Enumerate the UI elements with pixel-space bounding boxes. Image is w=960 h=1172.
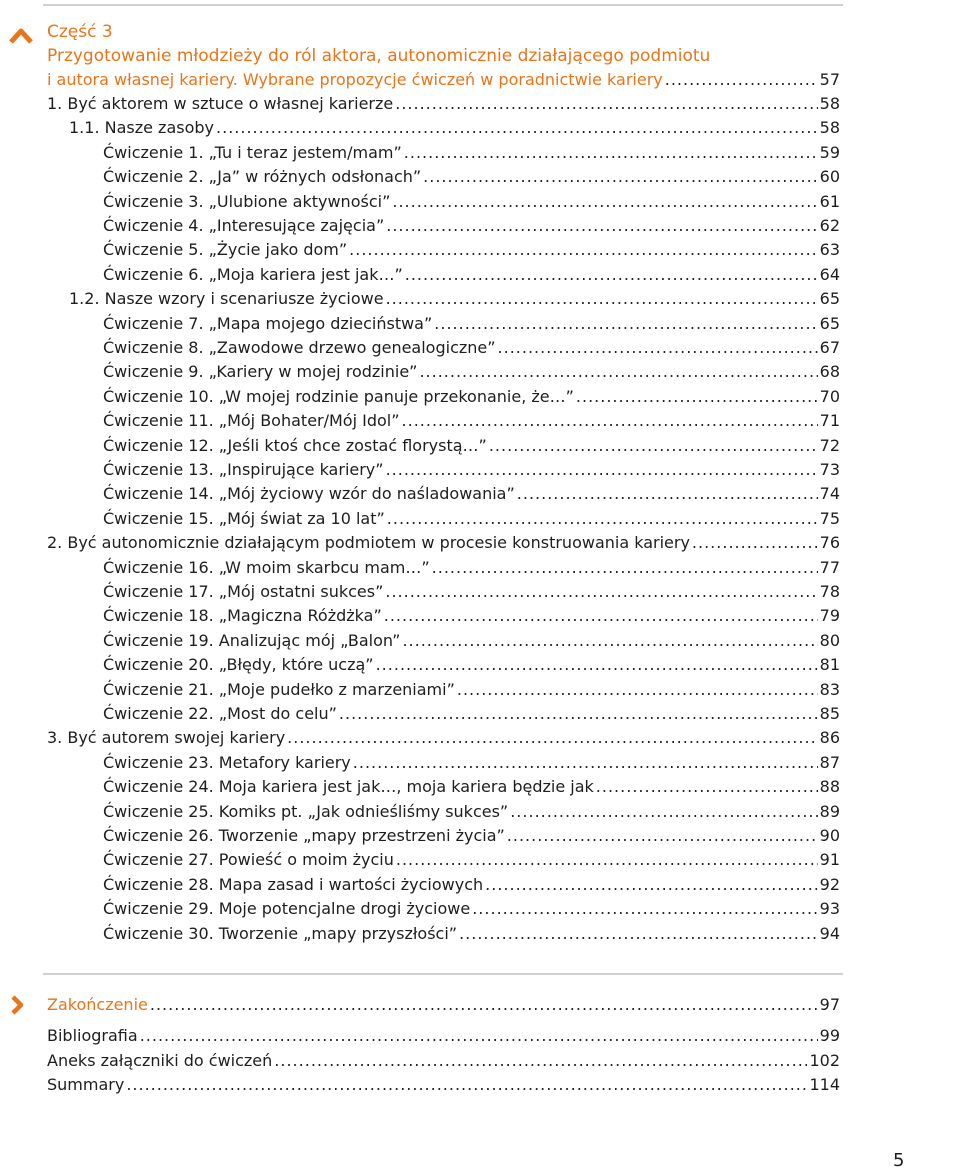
dot-leader [353, 751, 818, 775]
toc-entry[interactable] [47, 1073, 840, 1097]
dot-leader [349, 238, 818, 262]
entry-page: 57 [819, 70, 840, 89]
entry-page: 71 [819, 411, 840, 431]
entry-page: 94 [819, 923, 840, 943]
dot-leader [692, 531, 818, 555]
toc-entry[interactable] [103, 312, 840, 336]
chevron-right-icon [10, 994, 24, 1016]
dot-leader [287, 726, 817, 750]
entry-page: 74 [819, 484, 840, 504]
toc-entry[interactable] [103, 824, 840, 848]
dot-leader [404, 141, 818, 165]
dot-leader [576, 385, 818, 409]
entry-title: Ćwiczenie 26. Tworzenie „mapy przestrzeni życia” [103, 826, 505, 845]
entry-page: 67 [819, 338, 840, 357]
entry-page: 81 [819, 655, 840, 675]
entry-page: 75 [819, 508, 840, 528]
entry-title: Ćwiczenie 12. „Jeśli ktoś chce zostać florystą…” [103, 435, 487, 455]
entry-title: i autora własnej kariery. Wybrane propozycje ćwiczeń w poradnictwie kariery [47, 70, 663, 89]
toc-entry[interactable] [103, 214, 840, 238]
entry-title: Ćwiczenie 20. „Błędy, które uczą” [103, 655, 374, 675]
toc-entry[interactable] [47, 1024, 840, 1048]
dot-leader [665, 68, 818, 92]
toc-entry[interactable] [103, 556, 840, 580]
toc-entry[interactable] [103, 922, 840, 946]
entry-page: 80 [819, 630, 840, 650]
entry-page: 64 [819, 264, 840, 284]
entry-title: Ćwiczenie 30. Tworzenie „mapy przyszłości” [103, 923, 458, 943]
toc-entry[interactable] [103, 751, 840, 775]
dot-leader [432, 556, 818, 580]
dot-leader [457, 678, 818, 702]
toc-entry[interactable] [47, 1049, 840, 1073]
toc-entry[interactable] [103, 897, 840, 921]
dot-leader [419, 360, 817, 384]
entry-page: 89 [819, 801, 840, 821]
entry-title: 3. Być autorem swojej kariery [47, 728, 286, 748]
dot-leader [489, 434, 818, 458]
entry-title: Ćwiczenie 25. Komiks pt. „Jak odnieśliśmy sukces” [103, 801, 509, 821]
toc-entry[interactable] [103, 702, 840, 726]
dot-leader [402, 409, 818, 433]
toc-entry[interactable] [103, 482, 840, 506]
toc-entry[interactable] [47, 531, 840, 555]
entry-page: 76 [819, 533, 840, 553]
toc-entry[interactable] [103, 190, 840, 214]
entry-page: 91 [819, 850, 840, 870]
entry-page: 99 [819, 1026, 840, 1045]
entry-page: 92 [819, 874, 840, 894]
entry-title: Ćwiczenie 18. „Magiczna Różdżka” [103, 606, 382, 626]
toc-entry-closing[interactable] [47, 993, 840, 1017]
toc-entry[interactable] [103, 165, 840, 189]
toc-entry[interactable] [103, 653, 840, 677]
entry-title: Ćwiczenie 6. „Moja kariera jest jak…” [103, 264, 403, 284]
dot-leader [274, 1049, 807, 1073]
entry-title: Ćwiczenie 4. „Interesujące zajęcia” [103, 216, 385, 235]
entry-title: Ćwiczenie 9. „Kariery w mojej rodzinie” [103, 362, 418, 382]
entry-page: 102 [809, 1050, 840, 1070]
toc-entry[interactable] [103, 580, 840, 604]
entry-page: 59 [819, 142, 840, 162]
dot-leader [395, 92, 817, 116]
entry-title: Ćwiczenie 3. „Ulubione aktywności” [103, 191, 391, 211]
toc-entry[interactable] [103, 604, 840, 628]
entry-title: Ćwiczenie 29. Moje potencjalne drogi życiowe [103, 899, 471, 919]
entry-page: 65 [819, 289, 840, 309]
toc-entry[interactable] [103, 360, 840, 384]
entry-page: 78 [819, 582, 840, 601]
entry-page: 70 [819, 386, 840, 406]
toc-entry[interactable] [103, 238, 840, 262]
toc-entry[interactable] [103, 434, 840, 458]
entry-title: Ćwiczenie 10. „W mojej rodzinie panuje przekonanie, że…” [103, 386, 574, 406]
entry-title: 1.1. Nasze zasoby [69, 118, 215, 138]
toc-entry[interactable] [103, 336, 840, 360]
dot-leader [387, 507, 818, 531]
part-entry[interactable] [47, 68, 840, 92]
entry-page: 58 [819, 94, 840, 113]
dot-leader [216, 116, 818, 140]
entry-title: Ćwiczenie 19. Analizując mój „Balon” [103, 630, 401, 650]
dot-leader [423, 165, 817, 189]
entry-page: 61 [819, 191, 840, 211]
toc-entry[interactable] [47, 726, 840, 750]
toc-entry[interactable] [103, 800, 840, 824]
part-heading [47, 20, 710, 68]
toc-entry[interactable] [103, 385, 840, 409]
entry-page: 79 [819, 606, 840, 626]
entry-title: Summary [47, 1075, 125, 1094]
toc-entry[interactable] [69, 287, 840, 311]
entry-page: 77 [819, 557, 840, 577]
chevron-up-icon [8, 28, 34, 44]
entry-title: Ćwiczenie 28. Mapa zasad i wartości życiowych [103, 874, 484, 894]
dot-leader [498, 336, 818, 360]
toc-entry[interactable] [103, 873, 840, 897]
entry-title: 1.2. Nasze wzory i scenariusze życiowe [69, 289, 384, 309]
entry-title: 1. Być aktorem w sztuce o własnej karierze [47, 94, 394, 113]
entry-page: 68 [819, 362, 840, 382]
dot-leader [386, 214, 817, 238]
entry-page: 87 [819, 752, 840, 772]
toc-entry[interactable] [103, 629, 840, 653]
entry-title: Ćwiczenie 13. „Inspirujące kariery” [103, 460, 384, 479]
entry-title: Ćwiczenie 8. „Zawodowe drzewo genealogiczne” [103, 338, 496, 357]
toc-entry[interactable] [69, 116, 840, 140]
entry-page: 86 [819, 728, 840, 748]
entry-page: 93 [819, 899, 840, 919]
entry-title: Ćwiczenie 5. „Życie jako dom” [103, 240, 348, 260]
dot-leader [140, 1024, 818, 1048]
toc-entry[interactable] [103, 263, 840, 287]
entry-title: 2. Być autonomicznie działającym podmiotem w procesie konstruowania kariery [47, 533, 690, 553]
dot-leader [517, 482, 818, 506]
entry-title: Ćwiczenie 27. Powieść o moim życiu [103, 850, 394, 870]
entry-title: Ćwiczenie 11. „Mój Bohater/Mój Idol” [103, 411, 400, 431]
entry-page: 97 [819, 995, 840, 1014]
entry-title: Ćwiczenie 21. „Moje pudełko z marzeniami” [103, 679, 455, 699]
dot-leader [485, 873, 817, 897]
dot-leader [434, 312, 817, 336]
toc-entry[interactable] [103, 507, 840, 531]
entry-title: Ćwiczenie 2. „Ja” w różnych odsłonach” [103, 167, 422, 187]
entry-page: 58 [819, 118, 840, 138]
entry-page: 63 [819, 240, 840, 260]
entry-title: Ćwiczenie 23. Metafory kariery [103, 752, 351, 772]
entry-page: 90 [819, 826, 840, 845]
dot-leader [472, 897, 817, 921]
entry-title: Bibliografia [47, 1026, 138, 1045]
toc-entry[interactable] [103, 141, 840, 165]
entry-title: Zakończenie [47, 995, 148, 1014]
entry-page: 88 [819, 777, 840, 797]
dot-leader [402, 629, 817, 653]
entry-title: Ćwiczenie 22. „Most do celu” [103, 704, 337, 723]
dot-leader [385, 580, 817, 604]
entry-title: Ćwiczenie 14. „Mój życiowy wzór do naśladowania” [103, 484, 515, 504]
dot-leader [510, 800, 817, 824]
dot-leader [459, 922, 818, 946]
dot-leader [386, 287, 818, 311]
entry-page: 83 [819, 679, 840, 699]
dot-leader [376, 653, 818, 677]
entry-page: 62 [819, 216, 840, 235]
entry-page: 72 [819, 435, 840, 455]
toc-entry[interactable] [103, 458, 840, 482]
section-rule [43, 973, 843, 975]
dot-leader [392, 190, 817, 214]
dot-leader [405, 263, 818, 287]
entry-title: Ćwiczenie 15. „Mój świat za 10 lat” [103, 508, 385, 528]
entry-page: 65 [819, 313, 840, 333]
entry-title: Ćwiczenie 24. Moja kariera jest jak…, moja kariera będzie jak [103, 777, 594, 797]
dot-leader [596, 775, 818, 799]
part-subtitle-line1: Przygotowanie młodzieży do ról aktora, autonomicznie działającego podmiotu [47, 46, 711, 66]
toc-entry[interactable] [103, 409, 840, 433]
entry-page: 60 [819, 167, 840, 187]
dot-leader [507, 824, 818, 848]
entry-title: Aneks załączniki do ćwiczeń [47, 1050, 273, 1070]
dot-leader [126, 1073, 807, 1097]
entry-title: Ćwiczenie 7. „Mapa mojego dzieciństwa” [103, 313, 433, 333]
dot-leader [384, 604, 818, 628]
top-rule [43, 4, 843, 6]
entry-page: 85 [819, 704, 840, 723]
toc-entry[interactable] [47, 92, 840, 116]
part-title: Część 3 [47, 22, 113, 42]
toc-entry[interactable] [103, 678, 840, 702]
entry-title: Ćwiczenie 16. „W moim skarbcu mam…” [103, 557, 430, 577]
entry-title: Ćwiczenie 1. „Tu i teraz jestem/mam” [103, 142, 402, 162]
dot-leader [396, 848, 818, 872]
page-number: 5 [893, 1150, 905, 1171]
toc-entry[interactable] [103, 848, 840, 872]
entry-page: 114 [809, 1075, 840, 1094]
entry-page: 73 [819, 460, 840, 479]
dot-leader [150, 993, 818, 1017]
entry-title: Ćwiczenie 17. „Mój ostatni sukces” [103, 582, 384, 601]
dot-leader [339, 702, 818, 726]
toc-entry[interactable] [103, 775, 840, 799]
dot-leader [386, 458, 818, 482]
